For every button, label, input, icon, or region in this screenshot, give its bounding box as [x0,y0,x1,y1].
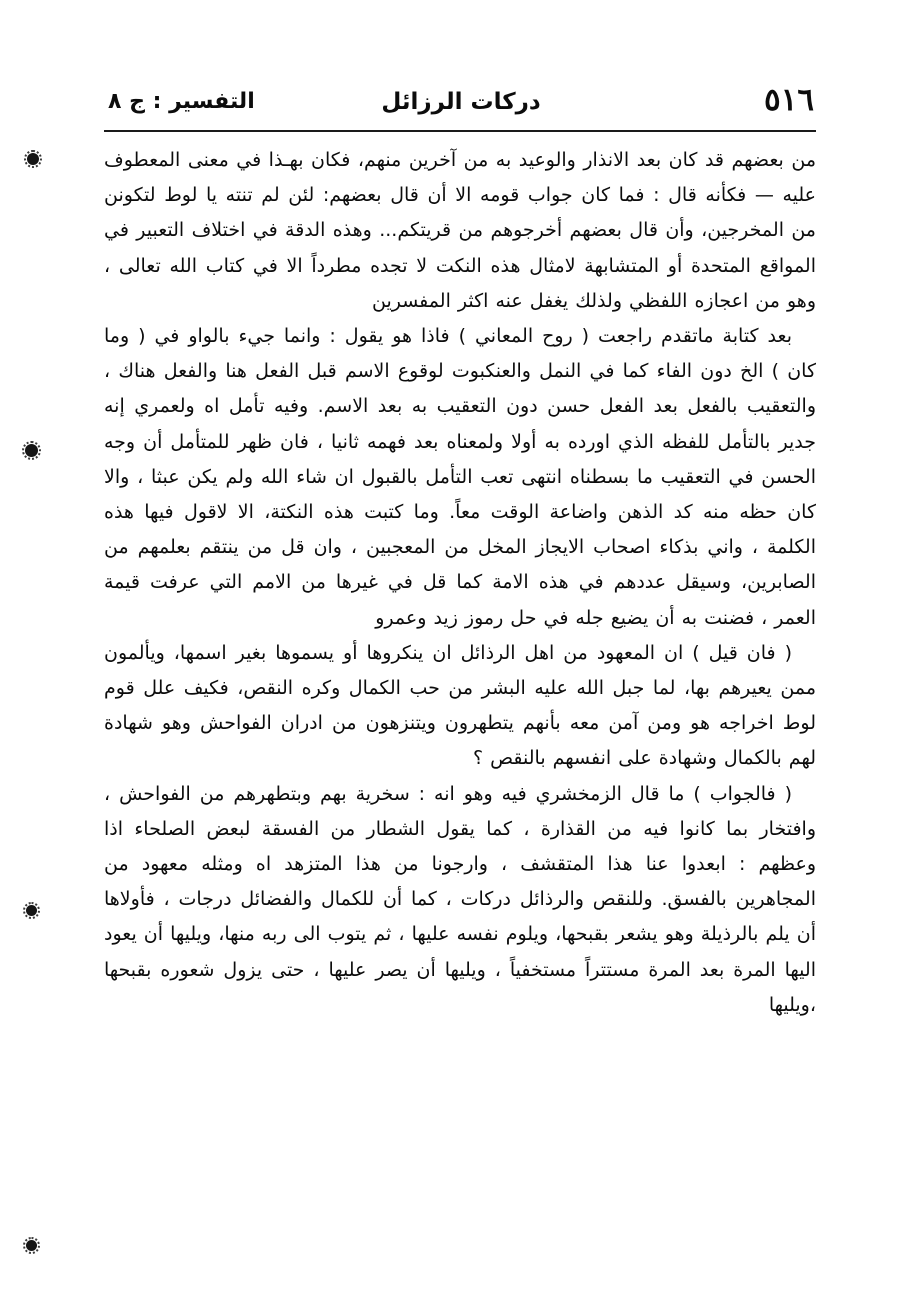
paragraph-answer: ( فالجواب ) ما قال الزمخشري فيه وهو انه : سخرية بهم وبتطهرهم من الفواحش ، وافتخار بما كانوا فيه من القذارة ، كما يقول الشطار من الفسقة لبعض الصلحاء اذا وعظهم : ابعدوا عنا هذا المتقشف ، وارجونا من هذا المتزهد اه ومثله معهود من المجاهرين بالفسق. وللنقص والرذائل دركات ، كما أن للكمال والفضائل درجات ، فأولاها أن يلم بالرذيلة وهو يشعر بقبحها، ويلوم نفسه عليها ، ثم يتوب الى ربه منها، ويليها أن يعود اليها المرة بعد المرة مستتراً مستخفياً ، ويليها أن يصر عليها ، حتى يزول شعوره بقبحها ،ويليها [104,782,816,1016]
body-text [104,143,816,1248]
header-rule [104,130,816,132]
paragraph-question: ( فان قيل ) ان المعهود من اهل الرذائل ان ينكروها أو يسموها بغير اسمها، ويألمون ممن يعيرهم بها، لما جبل الله عليه البشر من حب الكمال وكره النقص، فكيف علل قوم لوط اخراجه هو ومن آمن معه بأنهم يتطهرون ويتنزهون من ادران الفواحش وهو شهادة لهم بالكمال وشهادة على انفسهم بالنقص ؟ [104,641,816,770]
ink-spot-2 [25,444,38,457]
ink-spot-3 [26,905,37,916]
paragraph-continuation: من بعضهم قد كان بعد الانذار والوعيد به من آخرين منهم، فكان بهـذا في معنى المعطوف عليه — فكأنه قال : فما كان جواب قومه الا أن قال بعضهم: لئن لم تنته يا لوط لتكونن من المخرجين، وأن قال بعضهم أخرجوهم من قريتكم... وهذه الدقة في اختلاف التعبير في المواقع المتحدة أو المتشابهة لامثال هذه النكت لا تجده مطرداً الا في كتاب الله تعالى ، وهو من اعجازه اللفظي ولذلك يغفل عنه اكثر المفسرين [104,149,816,312]
paragraph-ruh-al-maani: بعد كتابة ماتقدم راجعت ( روح المعاني ) فاذا هو يقول : وانما جيء بالواو في ( وما كان ) الخ دون الفاء كما في النمل والعنكبوت لوقوع الاسم قبل الفعل هنا والفعل هناك ، والتعقيب بالفعل بعد الفعل حسن دون التعقيب به بعد الاسم. وفيه تأمل اه ولعمري إنه جدير بالتأمل للفظه الذي اورده به أولا ولمعناه بعد فهمه ثانيا ، فان ظهر للمتأمل أن وجه الحسن في التعقيب ما بسطناه انتهى تعب التأمل بالقبول ان شاء الله ولم يكن عبثا ، والا كان حظه منه كد الذهن واضاعة الوقت معاً. وما كتبت هذه النكتة، الا لاقول فيها هذه الكلمة ، واني بذكاء اصحاب الايجاز المخل من المعجبين ، وان قل من ينتقم بعلمهم من الصابرين، وسيقل عددهم في هذه الامة كما قل في غيرها من الامم التي عرفت قيمة العمر ، فضنت به أن يضيع جله في حل رموز زيد وعمرو [104,325,816,629]
ink-spot-4 [26,1240,37,1251]
chapter-title: دركات الرزائل [381,89,541,115]
running-section-label: التفسير : ج ٨ [108,89,255,114]
page-number: ٥١٦ [764,82,814,118]
ink-spot-1 [27,153,39,165]
running-head [108,78,814,126]
